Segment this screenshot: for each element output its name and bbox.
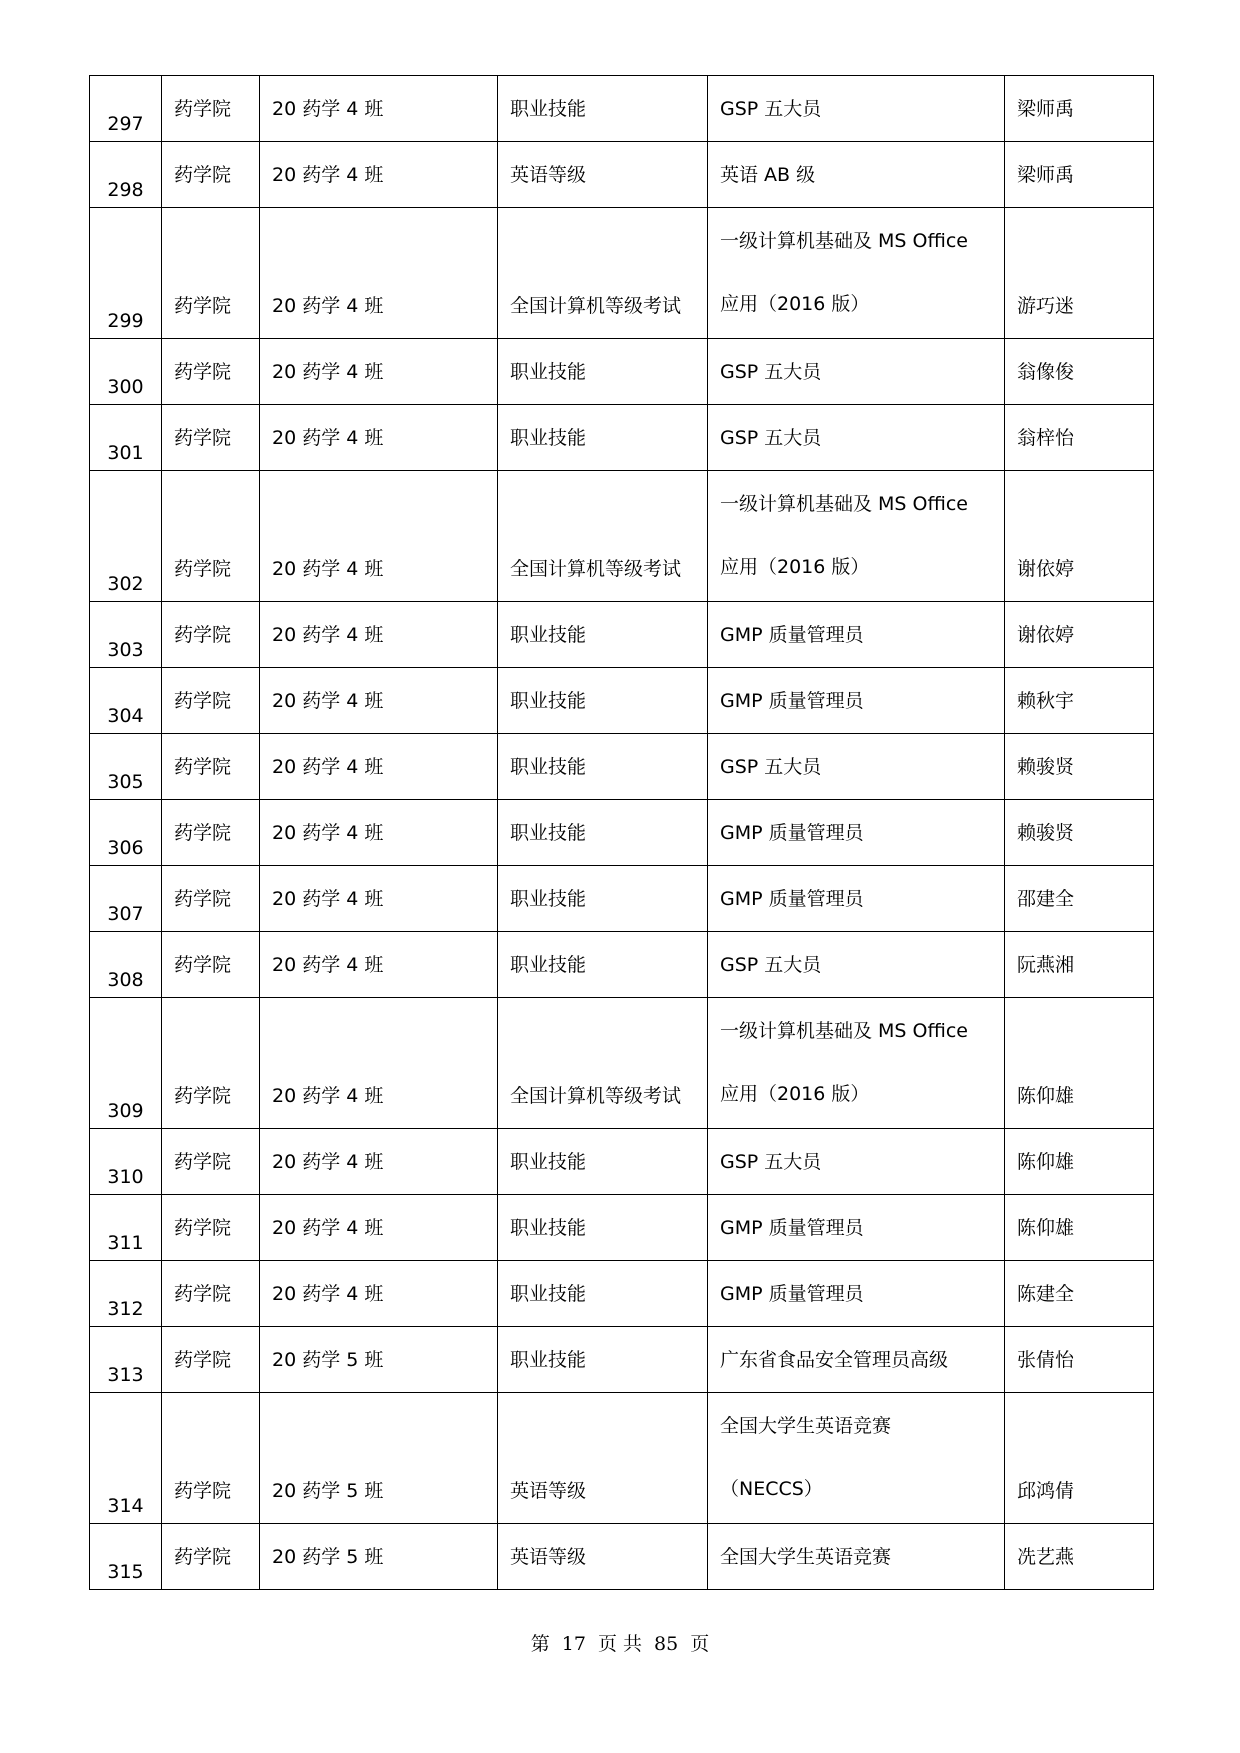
row-number-cell xyxy=(90,76,162,142)
student-name: 谢依婷 xyxy=(1017,624,1075,646)
category-cell xyxy=(498,142,708,208)
table-row xyxy=(90,1195,1154,1261)
certificate-item-cell xyxy=(708,998,1005,1129)
row-number-cell xyxy=(90,1393,162,1524)
category: 职业技能 xyxy=(510,427,587,449)
certificate-item-cell xyxy=(708,1195,1005,1261)
certificate-item-cell xyxy=(708,405,1005,471)
student-name: 邱鸿倩 xyxy=(1017,1480,1075,1502)
row-number: 311 xyxy=(107,1232,144,1254)
college: 药学院 xyxy=(174,954,232,976)
table-row xyxy=(90,1129,1154,1195)
category-cell xyxy=(498,339,708,405)
certificate-item xyxy=(720,998,1004,1106)
category: 职业技能 xyxy=(510,954,587,976)
college: 药学院 xyxy=(174,756,232,778)
student-name-cell xyxy=(1005,76,1154,142)
footer-total-pages: 85 xyxy=(654,1633,679,1655)
row-number: 299 xyxy=(107,310,144,332)
class-name: 20 药学 4 班 xyxy=(272,98,384,120)
table-row xyxy=(90,339,1154,405)
college-cell xyxy=(162,668,260,734)
student-name-cell xyxy=(1005,1327,1154,1393)
certificate-item: 全国大学生英语竞赛 xyxy=(720,1546,892,1568)
college: 药学院 xyxy=(174,1217,232,1239)
certificate-item-cell xyxy=(708,866,1005,932)
certificate-item-cell xyxy=(708,668,1005,734)
table-row xyxy=(90,471,1154,602)
class-name: 20 药学 5 班 xyxy=(272,1480,384,1502)
table-row xyxy=(90,668,1154,734)
certificate-item: 广东省食品安全管理员高级 xyxy=(720,1349,949,1371)
footer-suffix: 页 xyxy=(690,1633,710,1655)
certificate-item-cell xyxy=(708,208,1005,339)
certificate-item-line: 一级计算机基础及 MS Office xyxy=(720,1020,968,1042)
category: 全国计算机等级考试 xyxy=(510,295,682,317)
category: 职业技能 xyxy=(510,756,587,778)
college: 药学院 xyxy=(174,624,232,646)
student-name: 梁师禹 xyxy=(1017,164,1075,186)
student-name-cell xyxy=(1005,1393,1154,1524)
row-number-cell xyxy=(90,602,162,668)
college: 药学院 xyxy=(174,98,232,120)
certificate-item-line: 一级计算机基础及 MS Office xyxy=(720,230,968,252)
student-name: 邵建全 xyxy=(1017,888,1075,910)
student-name-cell xyxy=(1005,1129,1154,1195)
class-name-cell xyxy=(260,998,498,1129)
class-name: 20 药学 4 班 xyxy=(272,1217,384,1239)
row-number: 312 xyxy=(107,1298,144,1320)
certificate-item-cell xyxy=(708,1327,1005,1393)
category-cell xyxy=(498,471,708,602)
certificate-item: GSP 五大员 xyxy=(720,756,822,778)
college-cell xyxy=(162,339,260,405)
college: 药学院 xyxy=(174,1349,232,1371)
row-number-cell xyxy=(90,1524,162,1590)
college-cell xyxy=(162,471,260,602)
college: 药学院 xyxy=(174,295,232,317)
class-name: 20 药学 4 班 xyxy=(272,690,384,712)
category: 职业技能 xyxy=(510,822,587,844)
college: 药学院 xyxy=(174,888,232,910)
student-name: 赖秋宇 xyxy=(1017,690,1075,712)
certificate-item: GSP 五大员 xyxy=(720,427,822,449)
row-number-cell xyxy=(90,668,162,734)
student-name: 赖骏贤 xyxy=(1017,756,1075,778)
class-name: 20 药学 5 班 xyxy=(272,1546,384,1568)
student-name-cell xyxy=(1005,142,1154,208)
table-row xyxy=(90,866,1154,932)
college-cell xyxy=(162,866,260,932)
college-cell xyxy=(162,1195,260,1261)
table-row xyxy=(90,602,1154,668)
college-cell xyxy=(162,1261,260,1327)
row-number-cell xyxy=(90,734,162,800)
college: 药学院 xyxy=(174,1480,232,1502)
certificate-item-cell xyxy=(708,142,1005,208)
certificate-item: GMP 质量管理员 xyxy=(720,1217,864,1239)
certificate-item: GSP 五大员 xyxy=(720,361,822,383)
table-body xyxy=(90,76,1154,1590)
certificate-item-line: 应用（2016 版） xyxy=(720,293,870,315)
certificate-item-cell xyxy=(708,471,1005,602)
college: 药学院 xyxy=(174,1085,232,1107)
category-cell xyxy=(498,602,708,668)
certificate-item: GMP 质量管理员 xyxy=(720,888,864,910)
college-cell xyxy=(162,76,260,142)
class-name-cell xyxy=(260,734,498,800)
certificate-item-cell xyxy=(708,1261,1005,1327)
student-name-cell xyxy=(1005,668,1154,734)
footer-mid: 页 共 xyxy=(597,1633,643,1655)
category: 全国计算机等级考试 xyxy=(510,558,682,580)
student-name: 梁师禹 xyxy=(1017,98,1075,120)
table-row xyxy=(90,1393,1154,1524)
certificate-item-line: （NECCS） xyxy=(720,1478,823,1500)
college: 药学院 xyxy=(174,822,232,844)
certificate-item-cell xyxy=(708,800,1005,866)
category: 职业技能 xyxy=(510,690,587,712)
class-name-cell xyxy=(260,800,498,866)
row-number-cell xyxy=(90,1327,162,1393)
row-number: 307 xyxy=(107,903,144,925)
college-cell xyxy=(162,602,260,668)
class-name-cell xyxy=(260,602,498,668)
table-row xyxy=(90,1261,1154,1327)
table-row xyxy=(90,142,1154,208)
class-name-cell xyxy=(260,471,498,602)
row-number-cell xyxy=(90,932,162,998)
row-number-cell xyxy=(90,142,162,208)
certificate-item: GMP 质量管理员 xyxy=(720,624,864,646)
row-number-cell xyxy=(90,998,162,1129)
category-cell xyxy=(498,1393,708,1524)
row-number: 302 xyxy=(107,573,144,595)
category-cell xyxy=(498,208,708,339)
class-name: 20 药学 4 班 xyxy=(272,954,384,976)
certificate-item-line: 全国大学生英语竞赛 xyxy=(720,1415,892,1437)
class-name-cell xyxy=(260,405,498,471)
student-name-cell xyxy=(1005,405,1154,471)
table-row xyxy=(90,932,1154,998)
student-name-cell xyxy=(1005,208,1154,339)
certificate-item xyxy=(720,208,1004,316)
row-number-cell xyxy=(90,800,162,866)
category-cell xyxy=(498,76,708,142)
table-row xyxy=(90,800,1154,866)
college-cell xyxy=(162,932,260,998)
row-number-cell xyxy=(90,405,162,471)
certificate-item-cell xyxy=(708,734,1005,800)
certificate-item: GMP 质量管理员 xyxy=(720,690,864,712)
class-name-cell xyxy=(260,76,498,142)
row-number: 298 xyxy=(107,179,144,201)
category: 职业技能 xyxy=(510,98,587,120)
student-name: 翁像俊 xyxy=(1017,361,1075,383)
category-cell xyxy=(498,866,708,932)
class-name: 20 药学 4 班 xyxy=(272,1283,384,1305)
class-name: 20 药学 4 班 xyxy=(272,888,384,910)
table-row xyxy=(90,1524,1154,1590)
row-number-cell xyxy=(90,471,162,602)
class-name-cell xyxy=(260,142,498,208)
category: 英语等级 xyxy=(510,164,587,186)
category: 职业技能 xyxy=(510,624,587,646)
student-name-cell xyxy=(1005,866,1154,932)
student-name: 翁梓怡 xyxy=(1017,427,1075,449)
class-name: 20 药学 4 班 xyxy=(272,558,384,580)
row-number: 301 xyxy=(107,442,144,464)
class-name: 20 药学 4 班 xyxy=(272,1085,384,1107)
student-name-cell xyxy=(1005,1524,1154,1590)
student-name: 陈仰雄 xyxy=(1017,1217,1075,1239)
certificate-table xyxy=(89,75,1154,1590)
student-name-cell xyxy=(1005,1261,1154,1327)
class-name: 20 药学 4 班 xyxy=(272,1151,384,1173)
category: 职业技能 xyxy=(510,888,587,910)
row-number: 313 xyxy=(107,1364,144,1386)
college-cell xyxy=(162,734,260,800)
certificate-item: GSP 五大员 xyxy=(720,954,822,976)
certificate-item: 英语 AB 级 xyxy=(720,164,816,186)
class-name: 20 药学 4 班 xyxy=(272,427,384,449)
college: 药学院 xyxy=(174,361,232,383)
class-name-cell xyxy=(260,866,498,932)
college-cell xyxy=(162,405,260,471)
class-name-cell xyxy=(260,1261,498,1327)
class-name: 20 药学 4 班 xyxy=(272,164,384,186)
category: 职业技能 xyxy=(510,1283,587,1305)
class-name-cell xyxy=(260,668,498,734)
class-name-cell xyxy=(260,1327,498,1393)
student-name-cell xyxy=(1005,800,1154,866)
student-name: 阮燕湘 xyxy=(1017,954,1075,976)
row-number: 300 xyxy=(107,376,144,398)
row-number: 309 xyxy=(107,1100,144,1122)
row-number-cell xyxy=(90,1195,162,1261)
certificate-item-cell xyxy=(708,1524,1005,1590)
row-number: 315 xyxy=(107,1561,144,1583)
table-row xyxy=(90,1327,1154,1393)
class-name: 20 药学 4 班 xyxy=(272,295,384,317)
row-number-cell xyxy=(90,208,162,339)
college-cell xyxy=(162,800,260,866)
row-number: 303 xyxy=(107,639,144,661)
row-number: 306 xyxy=(107,837,144,859)
student-name-cell xyxy=(1005,998,1154,1129)
certificate-item: GMP 质量管理员 xyxy=(720,822,864,844)
certificate-item-cell xyxy=(708,1393,1005,1524)
student-name: 冼艺燕 xyxy=(1017,1546,1075,1568)
page-footer xyxy=(0,1629,1240,1656)
class-name: 20 药学 4 班 xyxy=(272,624,384,646)
certificate-item-cell xyxy=(708,932,1005,998)
class-name: 20 药学 4 班 xyxy=(272,361,384,383)
class-name-cell xyxy=(260,339,498,405)
certificate-item-line: 一级计算机基础及 MS Office xyxy=(720,493,968,515)
category: 职业技能 xyxy=(510,361,587,383)
category: 全国计算机等级考试 xyxy=(510,1085,682,1107)
category-cell xyxy=(498,1261,708,1327)
category: 职业技能 xyxy=(510,1217,587,1239)
student-name-cell xyxy=(1005,602,1154,668)
row-number-cell xyxy=(90,339,162,405)
row-number: 314 xyxy=(107,1495,144,1517)
category-cell xyxy=(498,998,708,1129)
footer-prefix: 第 xyxy=(530,1633,550,1655)
student-name: 游巧迷 xyxy=(1017,295,1075,317)
certificate-item xyxy=(720,471,1004,579)
student-name-cell xyxy=(1005,734,1154,800)
category: 英语等级 xyxy=(510,1546,587,1568)
college-cell xyxy=(162,1393,260,1524)
category-cell xyxy=(498,1524,708,1590)
table-row xyxy=(90,998,1154,1129)
category-cell xyxy=(498,405,708,471)
college-cell xyxy=(162,998,260,1129)
college: 药学院 xyxy=(174,1151,232,1173)
certificate-item: GSP 五大员 xyxy=(720,1151,822,1173)
category-cell xyxy=(498,1327,708,1393)
row-number: 297 xyxy=(107,113,144,135)
student-name: 赖骏贤 xyxy=(1017,822,1075,844)
student-name: 陈仰雄 xyxy=(1017,1151,1075,1173)
row-number: 308 xyxy=(107,969,144,991)
class-name-cell xyxy=(260,1195,498,1261)
college-cell xyxy=(162,1327,260,1393)
class-name: 20 药学 5 班 xyxy=(272,1349,384,1371)
college: 药学院 xyxy=(174,427,232,449)
category: 职业技能 xyxy=(510,1151,587,1173)
row-number-cell xyxy=(90,866,162,932)
class-name: 20 药学 4 班 xyxy=(272,822,384,844)
student-name: 陈仰雄 xyxy=(1017,1085,1075,1107)
table-row xyxy=(90,76,1154,142)
certificate-item-cell xyxy=(708,76,1005,142)
class-name-cell xyxy=(260,1393,498,1524)
class-name-cell xyxy=(260,208,498,339)
college-cell xyxy=(162,1524,260,1590)
certificate-item-line: 应用（2016 版） xyxy=(720,1083,870,1105)
table-row xyxy=(90,405,1154,471)
certificate-item: GMP 质量管理员 xyxy=(720,1283,864,1305)
college: 药学院 xyxy=(174,164,232,186)
certificate-item-cell xyxy=(708,1129,1005,1195)
row-number-cell xyxy=(90,1261,162,1327)
class-name-cell xyxy=(260,1524,498,1590)
category-cell xyxy=(498,734,708,800)
table-row xyxy=(90,208,1154,339)
student-name-cell xyxy=(1005,932,1154,998)
certificate-item-line: 应用（2016 版） xyxy=(720,556,870,578)
category-cell xyxy=(498,932,708,998)
table-row xyxy=(90,734,1154,800)
student-name: 陈建全 xyxy=(1017,1283,1075,1305)
student-name-cell xyxy=(1005,471,1154,602)
student-name-cell xyxy=(1005,1195,1154,1261)
college-cell xyxy=(162,208,260,339)
certificate-item-cell xyxy=(708,602,1005,668)
category-cell xyxy=(498,800,708,866)
category: 职业技能 xyxy=(510,1349,587,1371)
row-number: 305 xyxy=(107,771,144,793)
college-cell xyxy=(162,142,260,208)
certificate-item-cell xyxy=(708,339,1005,405)
row-number: 304 xyxy=(107,705,144,727)
college: 药学院 xyxy=(174,690,232,712)
college: 药学院 xyxy=(174,558,232,580)
certificate-item xyxy=(720,1393,1004,1501)
category-cell xyxy=(498,1195,708,1261)
college-cell xyxy=(162,1129,260,1195)
row-number-cell xyxy=(90,1129,162,1195)
certificate-item: GSP 五大员 xyxy=(720,98,822,120)
student-name: 张倩怡 xyxy=(1017,1349,1075,1371)
category-cell xyxy=(498,1129,708,1195)
student-name: 谢依婷 xyxy=(1017,558,1075,580)
class-name-cell xyxy=(260,1129,498,1195)
category-cell xyxy=(498,668,708,734)
class-name-cell xyxy=(260,932,498,998)
category: 英语等级 xyxy=(510,1480,587,1502)
college: 药学院 xyxy=(174,1283,232,1305)
student-name-cell xyxy=(1005,339,1154,405)
footer-page-number: 17 xyxy=(561,1633,586,1655)
class-name: 20 药学 4 班 xyxy=(272,756,384,778)
row-number: 310 xyxy=(107,1166,144,1188)
college: 药学院 xyxy=(174,1546,232,1568)
